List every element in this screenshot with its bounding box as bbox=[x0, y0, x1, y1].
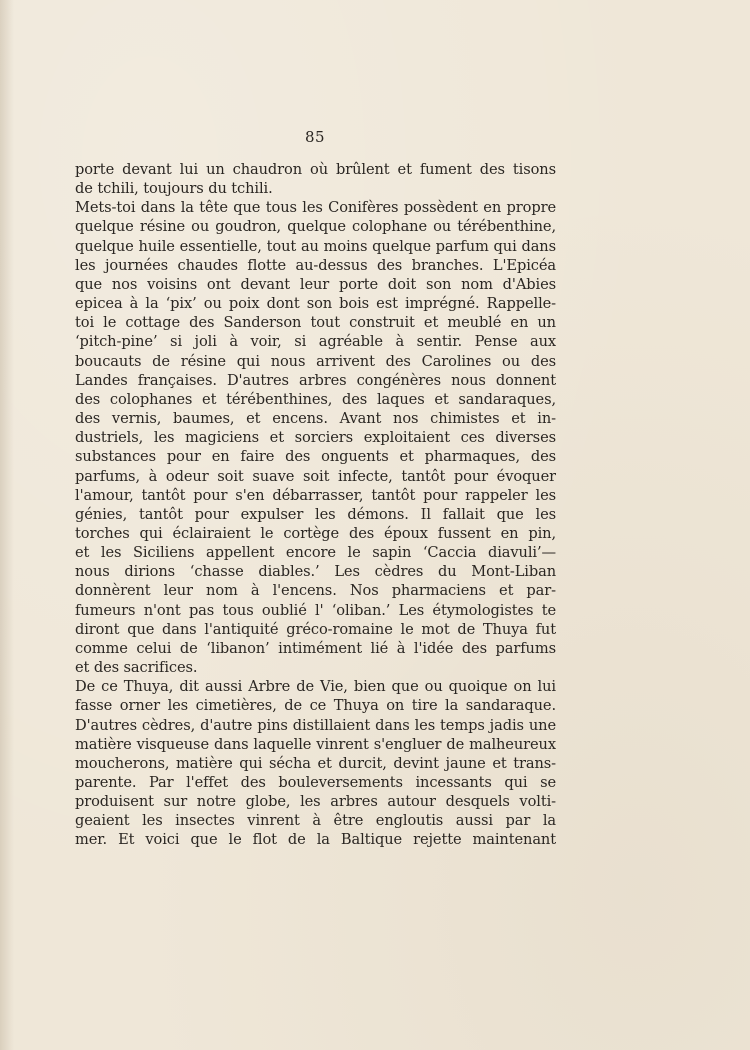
text-line: geaient les insectes vinrent à être engloutis aussi par la bbox=[75, 812, 556, 830]
text-line: diront que dans l'antiquité gréco-romaine le mot de Thuya fut bbox=[75, 620, 556, 638]
text-line: dustriels, les magiciens et sorciers exploitaient ces diverses bbox=[75, 429, 556, 447]
text-line: substances pour en faire des onguents et pharmaques, des bbox=[75, 448, 556, 466]
text-line: de tchili, toujours du tchili. bbox=[75, 180, 273, 198]
text-line: quelque résine ou goudron, quelque colophane ou térébenthine, bbox=[75, 218, 556, 236]
text-line: torches qui éclairaient le cortège des époux fussent en pin, bbox=[75, 524, 556, 542]
text-line: comme celui de ‘libanon’ intimément lié à l'idée des parfums bbox=[75, 639, 556, 657]
text-line: et les Siciliens appellent encore le sapin ‘Caccia diavuli’— bbox=[75, 544, 556, 562]
page-number: 85 bbox=[304, 128, 326, 146]
text-line: que nos voisins ont devant leur porte doit son nom d'Abies bbox=[75, 275, 556, 293]
text-line: Landes françaises. D'autres arbres congénères nous donnent bbox=[75, 371, 556, 389]
body-text bbox=[75, 160, 556, 850]
text-line: des colophanes et térébenthines, des laques et sandaraques, bbox=[75, 390, 556, 408]
text-line: les journées chaudes flotte au-dessus des branches. L'Epicéa bbox=[75, 256, 556, 274]
text-line: ‘pitch-pine’ si joli à voir, si agréable à sentir. Pense aux bbox=[75, 333, 556, 351]
text-line: D'autres cèdres, d'autre pins distillaient dans les temps jadis une bbox=[75, 716, 556, 734]
text-line: donnèrent leur nom à l'encens. Nos pharmaciens et par- bbox=[75, 582, 556, 600]
text-line: mer. Et voici que le flot de la Baltique rejette maintenant bbox=[75, 831, 556, 849]
text-line: génies, tantôt pour expulser les démons. Il fallait que les bbox=[75, 505, 556, 523]
text-line: des vernis, baumes, et encens. Avant nos chimistes et in- bbox=[75, 410, 556, 428]
text-line: Mets-toi dans la tête que tous les Conifères possèdent en propre bbox=[75, 199, 556, 217]
text-line: parente. Par l'effet des bouleversements incessants qui se bbox=[75, 774, 556, 791]
text-line: boucauts de résine qui nous arrivent des Carolines ou des bbox=[75, 352, 556, 370]
text-line: porte devant lui un chaudron où brûlent et fument des tisons bbox=[75, 161, 556, 178]
text-line: moucherons, matière qui sécha et durcit, devint jaune et trans- bbox=[75, 754, 556, 772]
text-line: fasse orner les cimetières, de ce Thuya on tire la sandaraque. bbox=[75, 697, 556, 715]
text-line: nous dirions ‘chasse diables.’ Les cèdres du Mont-Liban bbox=[75, 563, 556, 581]
text-line: fumeurs n'ont pas tous oublié l' ‘oliban.’ Les étymologistes te bbox=[75, 601, 556, 619]
text-line: quelque huile essentielle, tout au moins quelque parfum qui dans bbox=[75, 237, 556, 255]
text-line: et des sacrifices. bbox=[75, 659, 198, 677]
text-line: De ce Thuya, dit aussi Arbre de Vie, bien que ou quoique on lui bbox=[75, 678, 556, 696]
text-line: epicea à la ‘pix’ ou poix dont son bois est imprégné. Rappelle- bbox=[75, 295, 556, 313]
text-line: toi le cottage des Sanderson tout construit et meublé en un bbox=[75, 314, 556, 332]
text-line: produisent sur notre globe, les arbres autour desquels volti- bbox=[75, 793, 556, 811]
text-line: l'amour, tantôt pour s'en débarrasser, tantôt pour rappeler les bbox=[75, 486, 556, 504]
text-line: parfums, à odeur soit suave soit infecte, tantôt pour évoquer bbox=[75, 467, 556, 485]
text-line: matière visqueuse dans laquelle vinrent s'engluer de malheureux bbox=[75, 735, 556, 753]
page-edge-shadow bbox=[0, 0, 14, 1050]
